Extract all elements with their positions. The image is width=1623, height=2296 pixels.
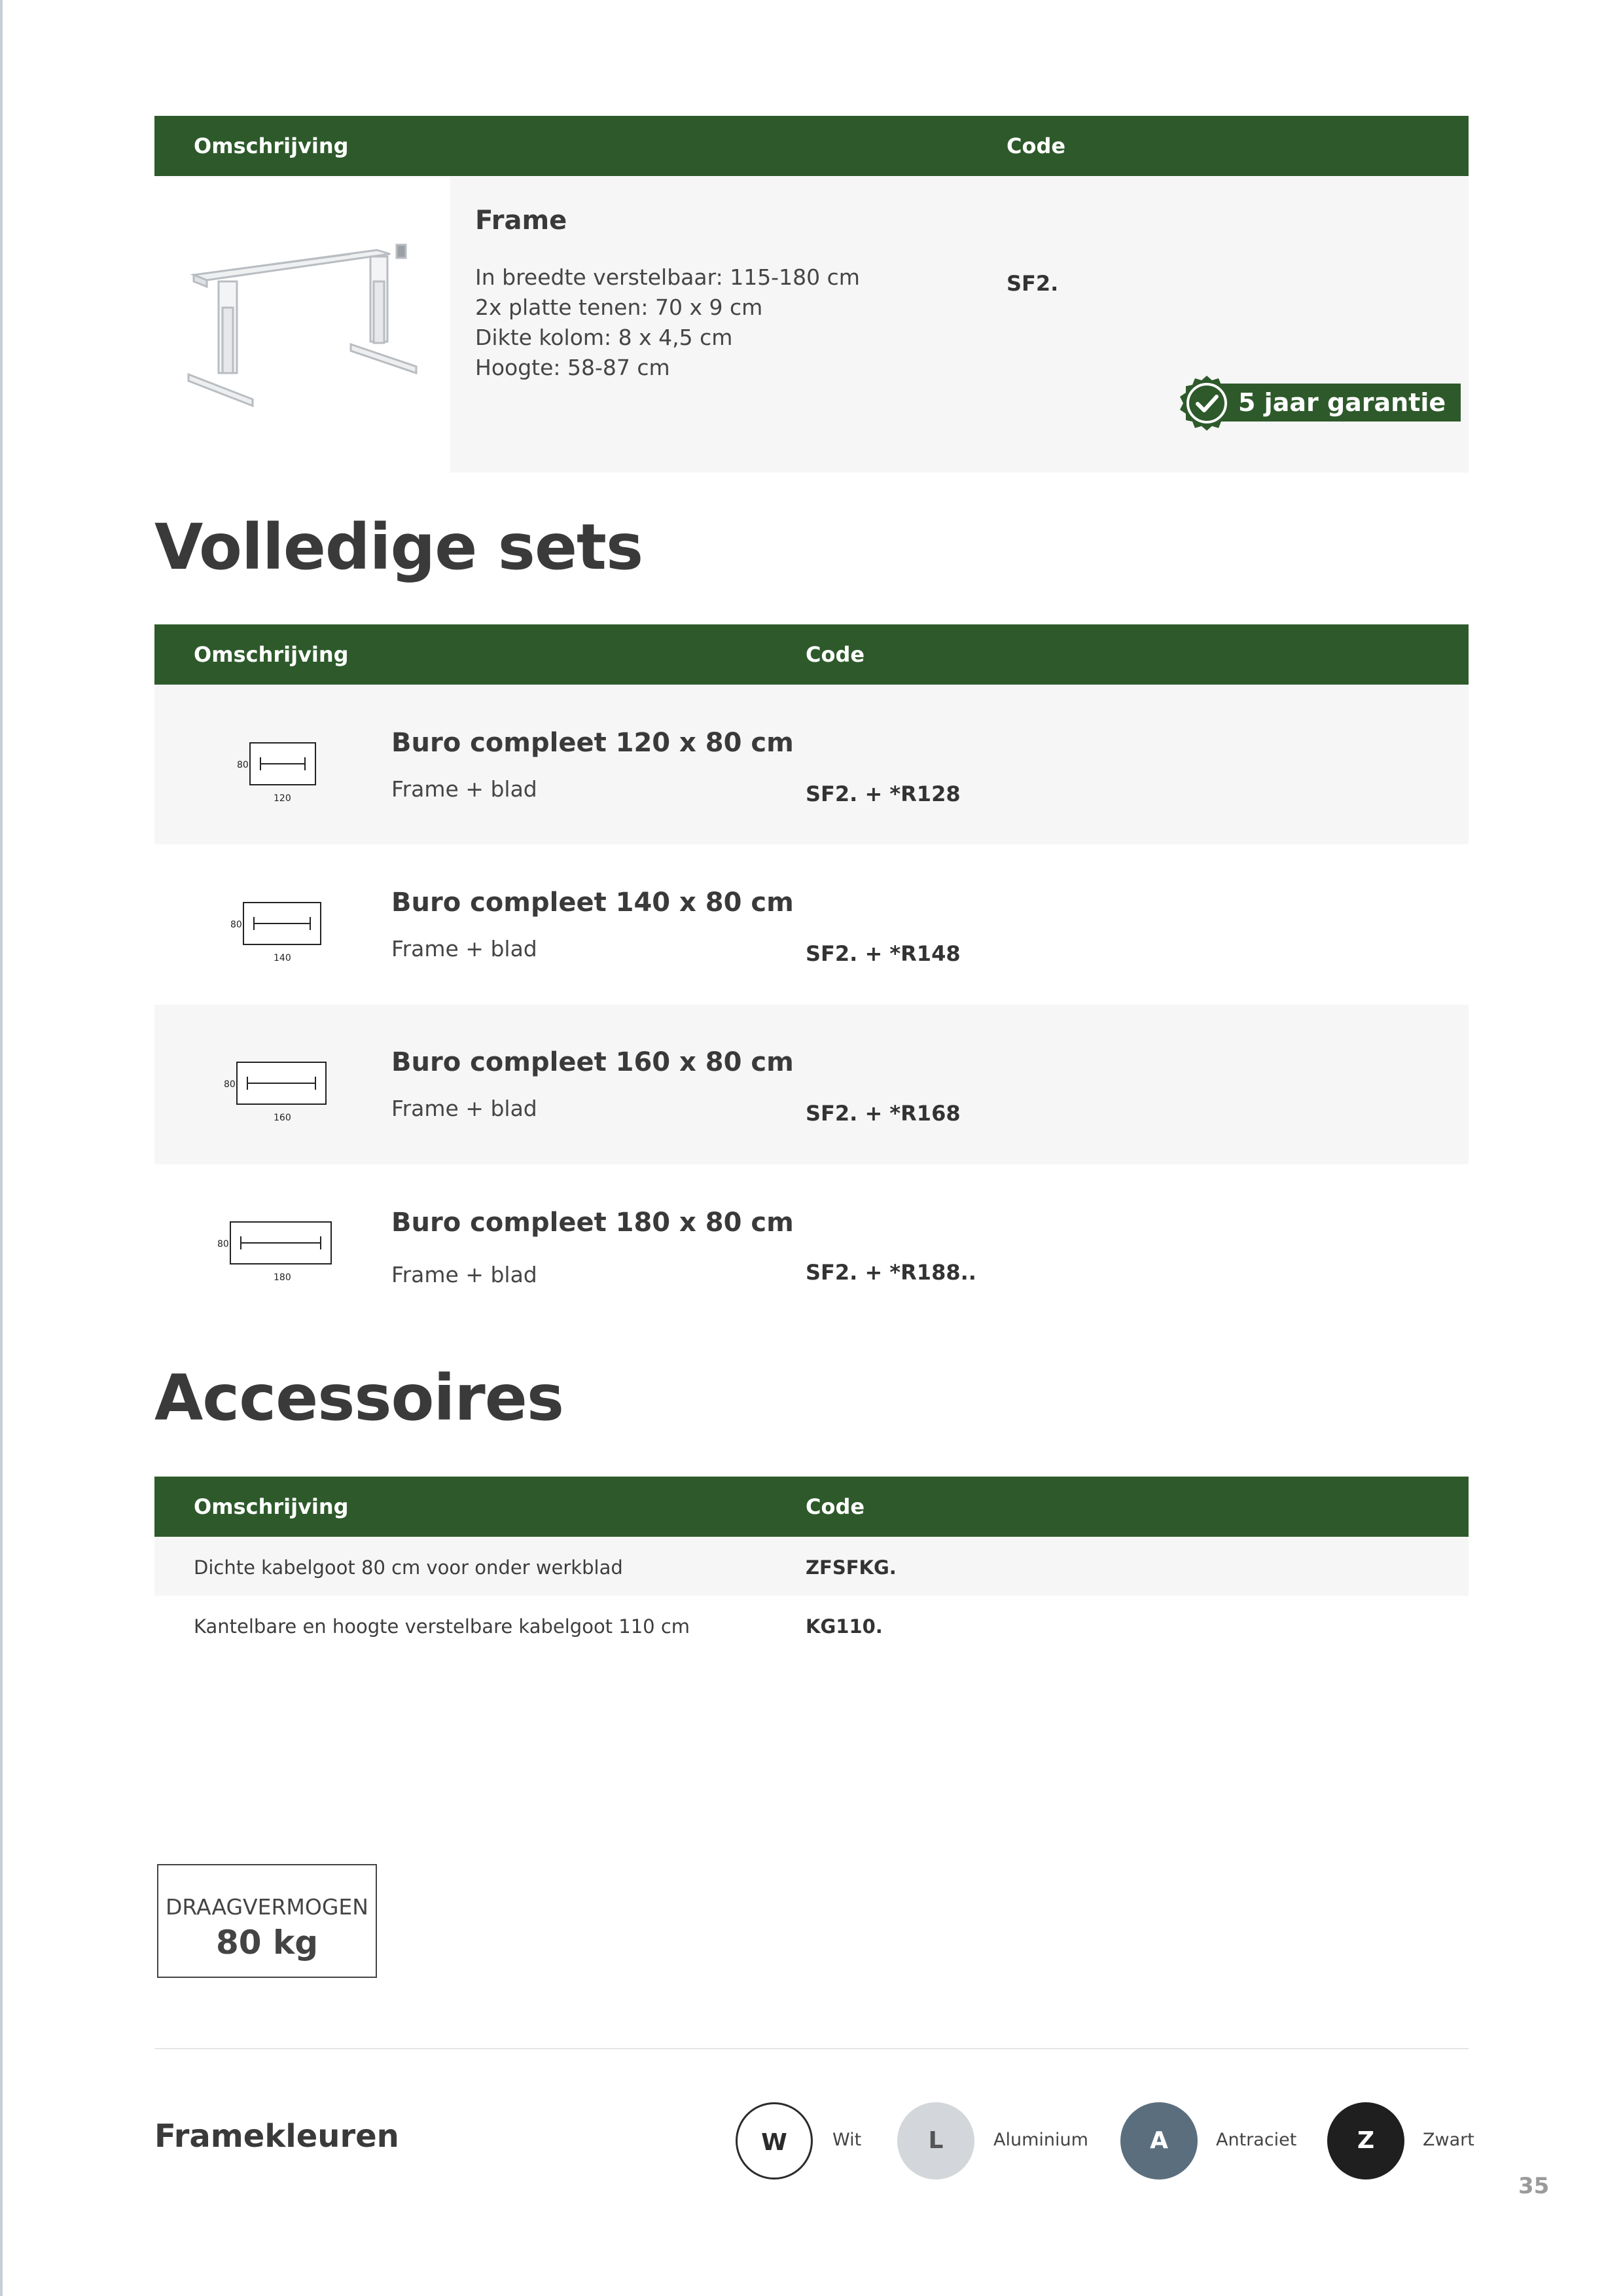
- spec-line: In breedte verstelbaar: 115-180 cm: [475, 264, 860, 290]
- color-swatch-aluminium: L: [897, 2102, 974, 2179]
- spec-line: Hoogte: 58-87 cm: [475, 355, 670, 380]
- accessory-description: Kantelbare en hoogte verstelbare kabelgoot 110 cm: [194, 1615, 690, 1638]
- product-table-header: [154, 116, 1469, 176]
- color-name: Wit: [832, 2130, 862, 2150]
- color-name: Aluminium: [993, 2130, 1088, 2150]
- set-subtitle: Frame + blad: [391, 936, 537, 961]
- column-header-description: Omschrijving: [194, 1494, 349, 1519]
- set-subtitle: Frame + blad: [391, 1262, 537, 1287]
- set-subtitle: Frame + blad: [391, 776, 537, 802]
- accessories-table-header: [154, 1477, 1469, 1537]
- color-swatch-zwart: Z: [1327, 2102, 1404, 2179]
- svg-text:80: 80: [230, 920, 242, 930]
- page-number: 35: [1518, 2173, 1550, 2199]
- dimension-diagram: [209, 1052, 340, 1131]
- load-capacity-box: [157, 1864, 377, 1978]
- product-code: SF2.: [1007, 271, 1059, 296]
- svg-text:140: 140: [274, 953, 291, 963]
- column-header-code: Code: [806, 642, 865, 667]
- accessory-code: KG110.: [806, 1615, 883, 1638]
- set-row-bg: [154, 1005, 1469, 1164]
- accessory-description: Dichte kabelgoot 80 cm voor onder werkblad: [194, 1556, 623, 1579]
- product-title: Frame: [475, 206, 567, 236]
- svg-text:80: 80: [224, 1079, 236, 1090]
- set-title: Buro compleet 160 x 80 cm: [391, 1047, 794, 1077]
- set-subtitle: Frame + blad: [391, 1096, 537, 1121]
- sets-table-header: [154, 624, 1469, 685]
- svg-text:120: 120: [274, 793, 291, 804]
- page-edge-line: [0, 0, 3, 2296]
- column-header-code: Code: [806, 1494, 865, 1519]
- svg-text:160: 160: [274, 1113, 291, 1123]
- load-capacity-label: DRAAGVERMOGEN: [166, 1894, 368, 1920]
- set-title: Buro compleet 180 x 80 cm: [391, 1208, 794, 1238]
- spec-line: 2x platte tenen: 70 x 9 cm: [475, 295, 763, 320]
- svg-text:80: 80: [237, 760, 249, 770]
- dimension-diagram: [223, 733, 327, 812]
- accessory-code: ZFSFKG.: [806, 1556, 897, 1579]
- svg-text:180: 180: [274, 1272, 291, 1283]
- check-seal-icon: [1178, 374, 1236, 432]
- frame-colors-title: Framekleuren: [154, 2118, 399, 2155]
- accessories-heading: Accessoires: [154, 1361, 563, 1435]
- column-header-description: Omschrijving: [194, 642, 349, 667]
- warranty-label: 5 jaar garantie: [1212, 384, 1461, 422]
- sets-heading: Volledige sets: [154, 511, 643, 584]
- set-code: SF2. + *R128: [806, 781, 961, 806]
- load-capacity-value: 80 kg: [215, 1924, 319, 1962]
- color-name: Zwart: [1423, 2130, 1474, 2150]
- set-code: SF2. + *R188..: [806, 1260, 976, 1285]
- set-title: Buro compleet 120 x 80 cm: [391, 728, 794, 758]
- set-title: Buro compleet 140 x 80 cm: [391, 888, 794, 918]
- column-header-description: Omschrijving: [194, 134, 349, 158]
- set-code: SF2. + *R148: [806, 941, 961, 966]
- svg-text:80: 80: [217, 1239, 229, 1249]
- column-header-code: Code: [1007, 134, 1066, 158]
- spec-line: Dikte kolom: 8 x 4,5 cm: [475, 325, 733, 350]
- color-swatch-white: W: [736, 2102, 813, 2179]
- divider: [154, 2048, 1469, 2049]
- frame-product-image: [154, 177, 450, 473]
- set-row-bg: [154, 685, 1469, 844]
- color-swatch-antraciet: A: [1120, 2102, 1198, 2179]
- dimension-diagram: [203, 1212, 347, 1291]
- dimension-diagram: [216, 893, 334, 971]
- set-code: SF2. + *R168: [806, 1101, 961, 1126]
- color-name: Antraciet: [1216, 2130, 1297, 2150]
